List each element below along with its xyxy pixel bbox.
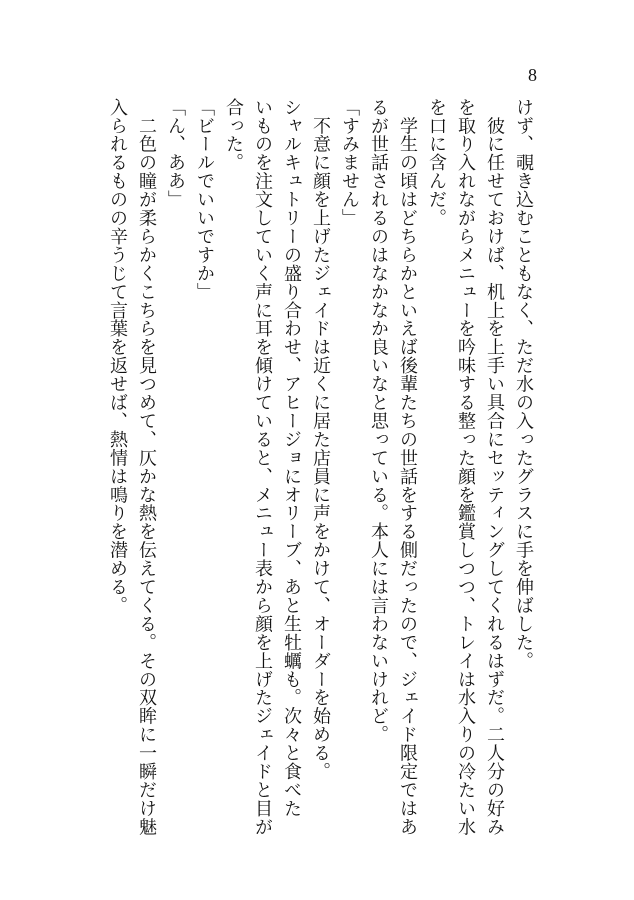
vertical-text-body xyxy=(103,98,538,836)
text-line: 不意に顔を上げたジェイドは近くに居た店員に声をかけて、オーダーを始める。 xyxy=(310,98,331,781)
text-line: けず、覗き込むこともなく、ただ水の入ったグラスに手を伸ばした。 xyxy=(513,98,534,670)
text-line: いものを注文していく声に耳を傾けていると、メニュー表から顔を上げたジェイドと目が xyxy=(252,98,273,836)
text-line: 彼に任せておけば、机上を上手い具合にセッティングしてくれるはずだ。二人分の好み xyxy=(484,98,505,836)
text-line: を口に含んだ。 xyxy=(426,98,447,228)
text-line: シャルキュトリーの盛り合わせ、アヒージョにオリーブ、あと生牡蠣も。次々と食べた xyxy=(281,98,302,818)
text-line: 学生の頃はどちらかといえば後輩たちの世話をする側だったので、ジェイド限定ではあ xyxy=(397,98,418,836)
text-line: 「ビールでいいですか」 xyxy=(194,98,215,301)
text-line: 「ん、ああ」 xyxy=(165,98,186,209)
text-line: 「すみません」 xyxy=(339,98,360,228)
text-line: 入られるものの辛うじて言葉を返せば、熱情は鳴りを潜める。 xyxy=(107,98,128,615)
text-line: るが世話されるのはなかなか良いなと思っている。本人には言わないけれど。 xyxy=(368,98,389,744)
text-line: 合った。 xyxy=(223,98,244,172)
text-line: 二色の瞳が柔らかくこちらを見つめて、仄かな熱を伝えてくる。その双眸に一瞬だけ魅 xyxy=(136,98,157,836)
page-number: 8 xyxy=(528,65,537,85)
text-line: を取り入れながらメニューを吟味する整った顔を鑑賞しつつ、トレイは水入りの冷たい水 xyxy=(455,98,476,836)
